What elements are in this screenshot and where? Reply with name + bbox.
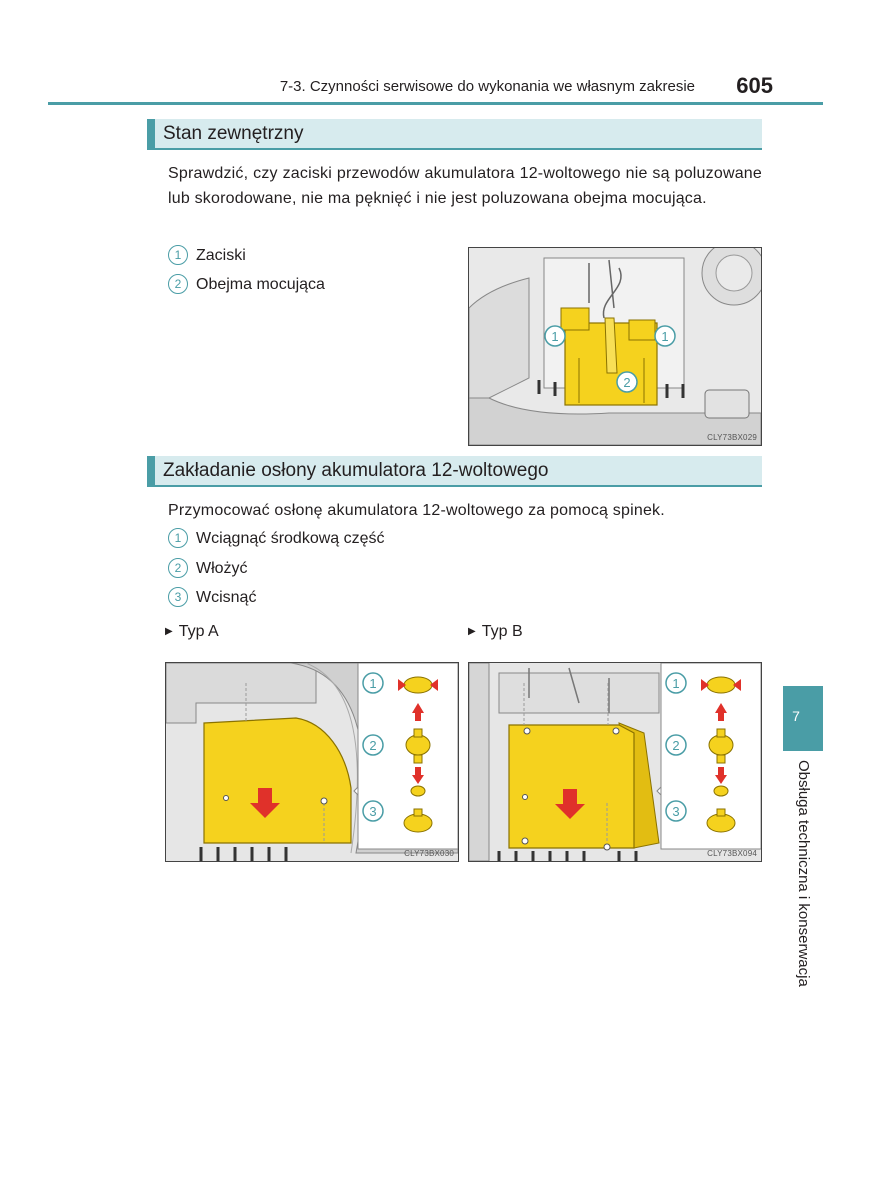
list-item: [168, 245, 246, 267]
step-1-callout: [363, 673, 383, 693]
running-header: 7-3. Czynności serwisowe do wykonania we własnym zakresie: [279, 78, 695, 95]
list-item: [168, 528, 385, 550]
cover-type-b-figure: [468, 662, 762, 862]
item-label: Obejma mocująca: [196, 276, 325, 293]
section-heading-exterior: [147, 119, 762, 150]
section-heading-cover: [147, 456, 762, 487]
triangle-bullet-icon: ▶: [468, 626, 476, 637]
chapter-number: 7: [792, 708, 800, 724]
figure-code: CLY73BX029: [707, 433, 757, 442]
callout-2: [617, 372, 637, 392]
item-label: Wcisnąć: [196, 589, 257, 606]
type-a-label: ▶ Typ A: [165, 623, 219, 640]
svg-text:1: 1: [551, 329, 559, 344]
cover-type-a-figure: [165, 662, 459, 862]
number-2-icon: 2: [168, 558, 188, 578]
item-label: Zaciski: [196, 247, 246, 264]
svg-text:3: 3: [672, 804, 680, 819]
svg-text:2: 2: [623, 375, 631, 390]
section2-paragraph: Przymocować osłonę akumulatora 12-woltowego za pomocą spinek.: [168, 502, 665, 519]
list-item: [168, 587, 256, 609]
list-item: [168, 274, 325, 296]
chapter-tab: [783, 686, 823, 751]
svg-text:2: 2: [369, 738, 377, 753]
svg-text:1: 1: [369, 676, 377, 691]
section-heading-text: Zakładanie osłony akumulatora 12-woltowego: [163, 460, 549, 481]
callout-1-right: [655, 326, 675, 346]
number-1-icon: 1: [168, 528, 188, 548]
section-heading-text: Stan zewnętrzny: [163, 123, 304, 144]
type-b-label: ▶ Typ B: [468, 623, 523, 640]
battery-illustration: [469, 248, 761, 445]
number-1-icon: 1: [168, 245, 188, 265]
header-rule: [48, 102, 823, 105]
list-item: [168, 558, 248, 580]
number-2-icon: 2: [168, 274, 188, 294]
chapter-title: Obsługa techniczna i konserwacja: [795, 760, 812, 987]
step-1-callout: [666, 673, 686, 693]
svg-text:1: 1: [672, 676, 680, 691]
figure-code: CLY73BX094: [707, 849, 757, 858]
number-3-icon: 3: [168, 587, 188, 607]
figure-code: CLY73BX030: [404, 849, 454, 858]
cover-type-a-illustration: [166, 663, 458, 861]
step-3-callout: [363, 801, 383, 821]
triangle-bullet-icon: ▶: [165, 626, 173, 637]
callout-1-left: [545, 326, 565, 346]
cover-type-b-illustration: [469, 663, 761, 861]
svg-text:1: 1: [661, 329, 669, 344]
item-label: Wciągnąć środkową część: [196, 530, 385, 547]
battery-terminals-figure: [468, 247, 762, 446]
step-3-callout: [666, 801, 686, 821]
page-number: 605: [736, 73, 773, 98]
svg-text:2: 2: [672, 738, 680, 753]
item-label: Włożyć: [196, 560, 248, 577]
svg-text:3: 3: [369, 804, 377, 819]
step-2-callout: [666, 735, 686, 755]
section1-paragraph: Sprawdzić, czy zaciski przewodów akumulatora 12-woltowego nie są poluzowane lub skorodowane, nie ma pęknięć i nie jest poluzowana obejma mocująca.: [168, 165, 762, 207]
step-2-callout: [363, 735, 383, 755]
